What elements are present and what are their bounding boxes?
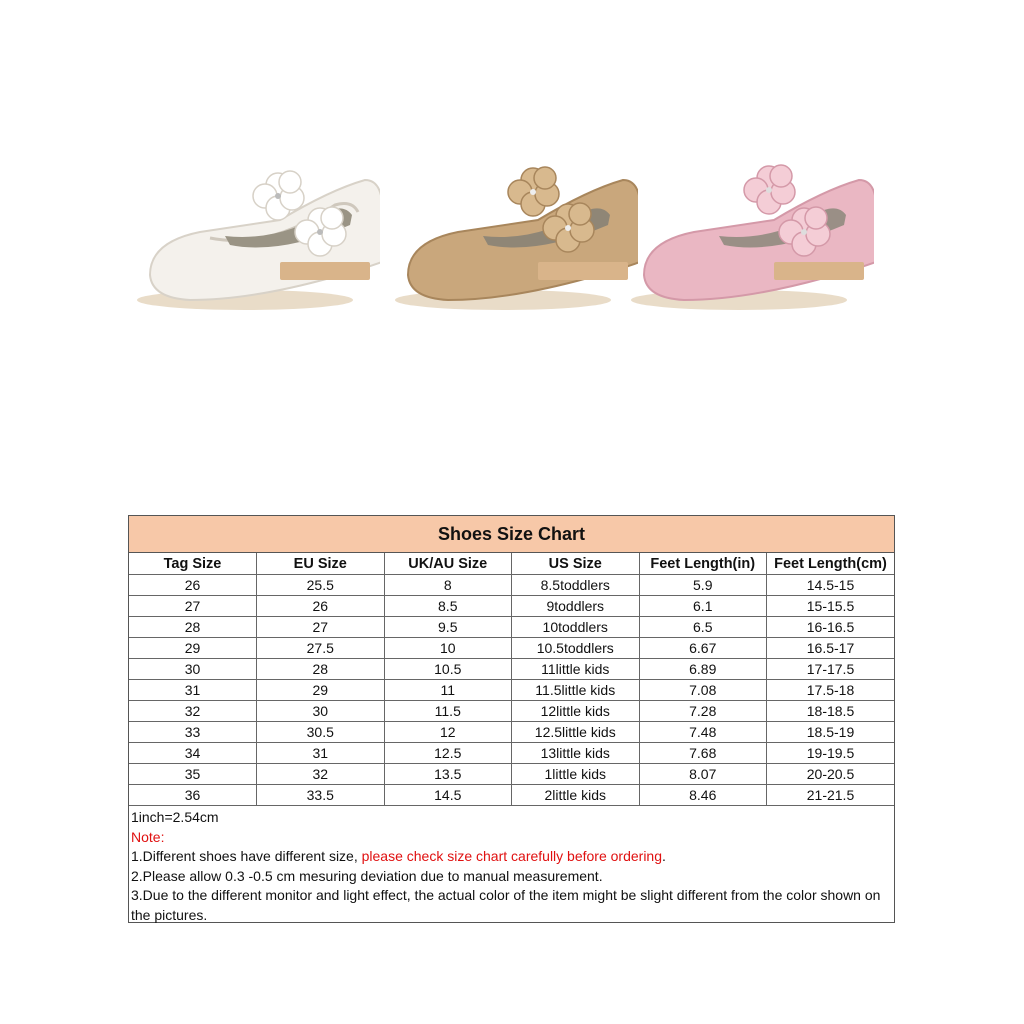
table-cell: 7.48 xyxy=(639,722,767,743)
table-cell: 27 xyxy=(129,596,257,617)
table-row xyxy=(129,743,894,764)
note-line-1 xyxy=(131,847,892,867)
shoe-illustration-pink xyxy=(624,150,874,330)
table-cell: 11.5little kids xyxy=(512,680,640,701)
table-cell: 26 xyxy=(257,596,385,617)
table-cell: 28 xyxy=(257,659,385,680)
column-header: EU Size xyxy=(257,553,385,575)
table-row xyxy=(129,617,894,638)
table-header-row xyxy=(129,553,894,575)
table-cell: 19-19.5 xyxy=(767,743,895,764)
table-cell: 2little kids xyxy=(512,785,640,806)
notes-section xyxy=(129,806,894,925)
table-cell: 12.5little kids xyxy=(512,722,640,743)
table-cell: 36 xyxy=(129,785,257,806)
table-cell: 33.5 xyxy=(257,785,385,806)
table-cell: 10.5toddlers xyxy=(512,638,640,659)
table-cell: 25.5 xyxy=(257,575,385,596)
table-cell: 11 xyxy=(384,680,512,701)
table-cell: 8.07 xyxy=(639,764,767,785)
table-cell: 6.1 xyxy=(639,596,767,617)
table-cell: 7.28 xyxy=(639,701,767,722)
size-chart xyxy=(128,515,895,923)
table-cell: 6.5 xyxy=(639,617,767,638)
table-cell: 27 xyxy=(257,617,385,638)
table-row xyxy=(129,596,894,617)
table-cell: 26 xyxy=(129,575,257,596)
table-cell: 9toddlers xyxy=(512,596,640,617)
table-cell: 27.5 xyxy=(257,638,385,659)
note-line-1-prefix: 1.Different shoes have different size, xyxy=(131,848,362,864)
table-row xyxy=(129,659,894,680)
table-cell: 17.5-18 xyxy=(767,680,895,701)
table-cell: 29 xyxy=(257,680,385,701)
table-cell: 8 xyxy=(384,575,512,596)
table-cell: 28 xyxy=(129,617,257,638)
table-cell: 5.9 xyxy=(639,575,767,596)
table-row xyxy=(129,638,894,659)
table-cell: 10 xyxy=(384,638,512,659)
table-cell: 9.5 xyxy=(384,617,512,638)
table-row xyxy=(129,680,894,701)
table-cell: 16-16.5 xyxy=(767,617,895,638)
note-line-2: 2.Please allow 0.3 -0.5 cm mesuring deviation due to manual measurement. xyxy=(131,867,603,884)
note-label: Note: xyxy=(131,828,165,845)
table-cell: 1little kids xyxy=(512,764,640,785)
table-row xyxy=(129,701,894,722)
note-line-1-highlight: please check size chart carefully before ordering xyxy=(361,848,663,864)
table-cell: 18-18.5 xyxy=(767,701,895,722)
shoe-illustration-gold xyxy=(388,150,638,330)
table-cell: 13.5 xyxy=(384,764,512,785)
table-row xyxy=(129,575,894,596)
note-line-3: 3.Due to the different monitor and light effect, the actual color of the item might be slight different from the color shown on the pictures. xyxy=(131,887,881,923)
table-cell: 7.68 xyxy=(639,743,767,764)
pink-shoe-image xyxy=(624,150,874,330)
table-cell: 12.5 xyxy=(384,743,512,764)
table-cell: 30 xyxy=(129,659,257,680)
conversion-note: 1inch=2.54cm xyxy=(131,809,219,825)
table-cell: 16.5-17 xyxy=(767,638,895,659)
table-cell: 14.5-15 xyxy=(767,575,895,596)
table-row xyxy=(129,722,894,743)
table-cell: 30 xyxy=(257,701,385,722)
table-cell: 31 xyxy=(129,680,257,701)
table-cell: 18.5-19 xyxy=(767,722,895,743)
table-cell: 17-17.5 xyxy=(767,659,895,680)
table-cell: 8.5toddlers xyxy=(512,575,640,596)
table-cell: 12little kids xyxy=(512,701,640,722)
table-cell: 8.5 xyxy=(384,596,512,617)
note-line-1-suffix: . xyxy=(662,848,666,864)
chart-title: Shoes Size Chart xyxy=(129,516,894,553)
table-cell: 32 xyxy=(129,701,257,722)
table-cell: 12 xyxy=(384,722,512,743)
table-cell: 7.08 xyxy=(639,680,767,701)
table-cell: 20-20.5 xyxy=(767,764,895,785)
table-row xyxy=(129,764,894,785)
column-header: Tag Size xyxy=(129,553,257,575)
column-header: US Size xyxy=(512,553,640,575)
product-images xyxy=(130,150,890,340)
table-cell: 8.46 xyxy=(639,785,767,806)
table-cell: 11.5 xyxy=(384,701,512,722)
column-header: UK/AU Size xyxy=(384,553,512,575)
column-header: Feet Length(in) xyxy=(639,553,767,575)
table-cell: 15-15.5 xyxy=(767,596,895,617)
table-row xyxy=(129,785,894,806)
table-cell: 6.67 xyxy=(639,638,767,659)
table-cell: 31 xyxy=(257,743,385,764)
table-body xyxy=(129,575,894,806)
table-cell: 34 xyxy=(129,743,257,764)
white-shoe-image xyxy=(130,150,380,330)
table-cell: 35 xyxy=(129,764,257,785)
table-cell: 21-21.5 xyxy=(767,785,895,806)
column-header: Feet Length(cm) xyxy=(767,553,895,575)
table-cell: 10.5 xyxy=(384,659,512,680)
table-cell: 11little kids xyxy=(512,659,640,680)
table-cell: 29 xyxy=(129,638,257,659)
size-table xyxy=(129,553,894,806)
table-cell: 14.5 xyxy=(384,785,512,806)
table-cell: 10toddlers xyxy=(512,617,640,638)
table-cell: 33 xyxy=(129,722,257,743)
table-cell: 30.5 xyxy=(257,722,385,743)
table-cell: 13little kids xyxy=(512,743,640,764)
gold-shoe-image xyxy=(388,150,638,330)
table-cell: 6.89 xyxy=(639,659,767,680)
table-cell: 32 xyxy=(257,764,385,785)
shoe-illustration-white xyxy=(130,150,380,330)
